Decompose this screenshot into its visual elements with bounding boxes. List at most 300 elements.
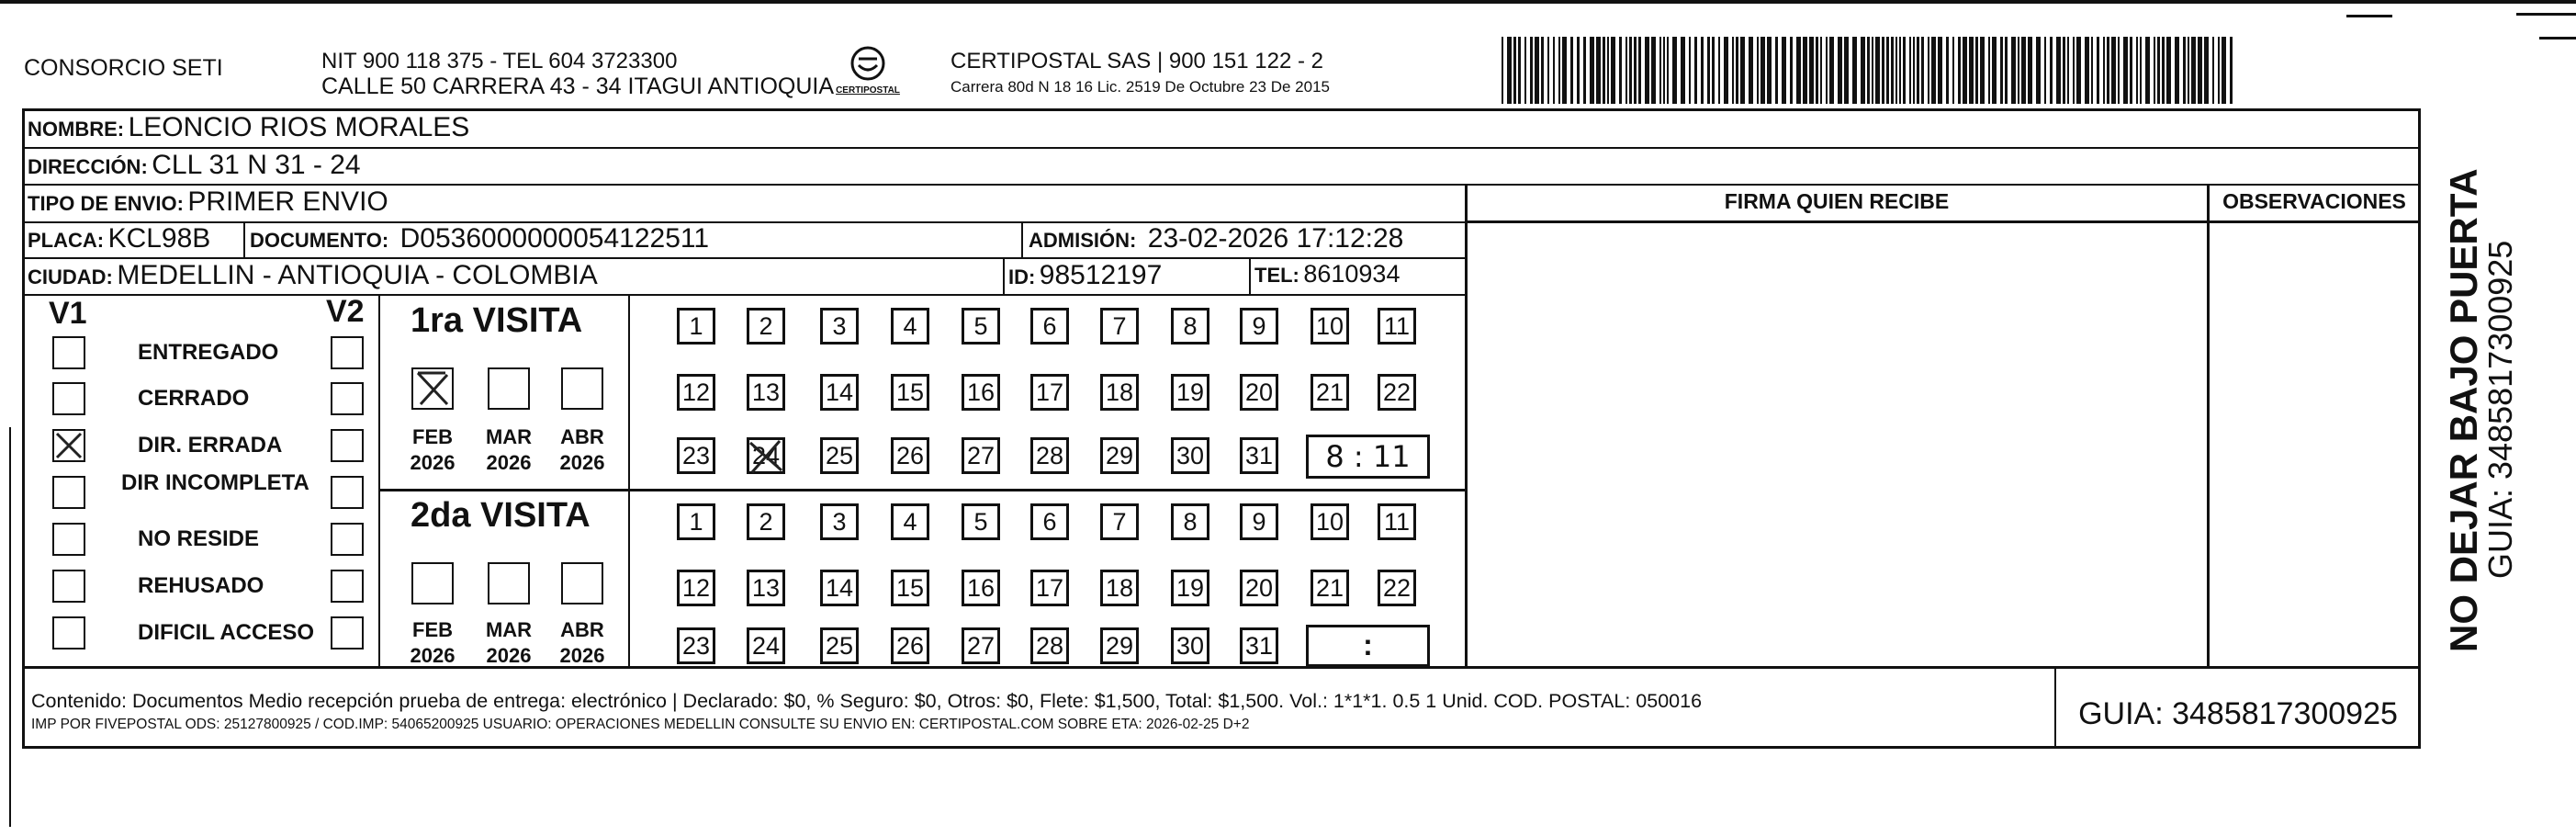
day-box[interactable]: 14	[820, 570, 859, 606]
barcode-bar	[1672, 37, 1677, 104]
admision-field	[1029, 223, 1403, 254]
day-box[interactable]: 21	[1310, 570, 1349, 606]
day-box[interactable]: 8	[1171, 503, 1209, 540]
barcode-bar	[2198, 37, 2202, 104]
first-visit-time-box	[1306, 435, 1430, 479]
day-box[interactable]: 23	[677, 437, 715, 474]
day-box[interactable]: 28	[1030, 437, 1069, 474]
day-box[interactable]: 12	[677, 374, 715, 411]
barcode-bar	[1558, 37, 1560, 104]
barcode-bar	[2157, 37, 2160, 104]
barcode-bar	[1963, 37, 1967, 104]
barcode-bar	[1659, 37, 1661, 104]
barcode-bar	[2005, 37, 2008, 104]
day-box[interactable]: 15	[891, 570, 929, 606]
edge-dash	[2346, 15, 2392, 17]
month-year: 2026	[410, 644, 456, 667]
barcode-bar	[2222, 37, 2226, 104]
documento-value: D0536000000054122511	[399, 223, 710, 254]
ciudad-label: CIUDAD:	[28, 265, 113, 288]
edge-dash	[2539, 37, 2576, 40]
day-box[interactable]: 5	[962, 503, 1000, 540]
firma-header: FIRMA QUIEN RECIBE	[1724, 189, 1950, 213]
barcode-bar	[1507, 37, 1512, 104]
status-label: DIFICIL ACCESO	[138, 620, 315, 645]
footer-print-info: IMP POR FIVEPOSTAL ODS: 25127800925 / COD.IMP: 54065200925 USUARIO: OPERACIONES MEDELLIN CONSULTE SU ENVIO EN: CERTIPOSTAL.COM SOBRE ETA: 2026-02-25 D+2	[31, 717, 1250, 732]
barcode-bar	[2140, 37, 2142, 104]
barcode-bar	[2111, 37, 2116, 104]
barcode-bar	[1625, 37, 1627, 104]
barcode-bar	[1513, 37, 1516, 104]
barcode-bar	[2076, 37, 2081, 104]
v1-header: V1	[49, 296, 87, 331]
nombre-label: NOMBRE:	[28, 118, 125, 141]
placa-label: PLACA:	[28, 229, 105, 252]
row-divider	[24, 184, 2419, 186]
admision-divider	[1021, 221, 1023, 257]
barcode-bar	[1530, 37, 1533, 104]
direccion-label: DIRECCIÓN:	[28, 155, 148, 178]
nombre-field	[28, 112, 469, 143]
license-line: Carrera 80d N 18 16 Lic. 2519 De Octubre 23 De 2015	[951, 78, 1330, 96]
barcode-bar	[1634, 37, 1637, 104]
barcode-bar	[1952, 37, 1954, 104]
barcode-bar	[2212, 37, 2214, 104]
row-divider	[24, 147, 2419, 149]
day-box[interactable]: 24	[747, 627, 785, 664]
barcode-bar	[1975, 37, 1978, 104]
guia-box-divider	[2054, 668, 2056, 749]
barcode-bar	[1782, 37, 1786, 104]
barcode-bar	[1638, 37, 1641, 104]
status-label: DIR. ERRADA	[138, 433, 283, 458]
barcode-bar	[2123, 37, 2128, 104]
barcode-bar	[1816, 37, 1818, 104]
id-value: 98512197	[1039, 260, 1163, 290]
month-label	[477, 617, 541, 669]
day-box[interactable]: 20	[1240, 374, 1278, 411]
day-box[interactable]: 2	[747, 308, 785, 345]
barcode-bar	[1760, 37, 1765, 104]
day-box[interactable]: 1	[677, 503, 715, 540]
v2-checkbox[interactable]	[331, 336, 364, 369]
nit-line: NIT 900 118 375 - TEL 604 3723300	[321, 49, 678, 73]
tel-label: TEL:	[1254, 264, 1299, 287]
check-mark-icon	[54, 431, 84, 460]
status-label: CERRADO	[138, 386, 250, 411]
day-box[interactable]: 30	[1171, 437, 1209, 474]
ciudad-value: MEDELLIN - ANTIOQUIA - COLOMBIA	[117, 260, 598, 290]
barcode-bar	[1502, 37, 1503, 104]
barcode-bar	[2175, 37, 2179, 104]
day-box[interactable]: 21	[1310, 374, 1349, 411]
day-box[interactable]: 2	[747, 503, 785, 540]
day-box[interactable]: 26	[891, 627, 929, 664]
day-box[interactable]: 7	[1100, 503, 1139, 540]
barcode-bar	[1607, 37, 1609, 104]
barcode-bar	[2118, 37, 2120, 104]
barcode-bar	[1645, 37, 1649, 104]
barcode-bar	[2183, 37, 2186, 104]
id-divider	[1003, 257, 1005, 294]
day-box[interactable]: 29	[1100, 437, 1139, 474]
barcode-bar	[1667, 37, 1669, 104]
barcode-bar	[1663, 37, 1665, 104]
day-box[interactable]: 5	[962, 308, 1000, 345]
barcode-bar	[2154, 37, 2155, 104]
barcode-bar	[1826, 37, 1828, 104]
tipo-envio-field	[28, 186, 388, 218]
barcode-bar	[1829, 37, 1834, 104]
status-label: DIR INCOMPLETA	[121, 470, 309, 495]
barcode-bar	[2136, 37, 2138, 104]
day-box[interactable]: 28	[1030, 627, 1069, 664]
day-box[interactable]: 4	[891, 503, 929, 540]
barcode	[1502, 37, 2236, 106]
month-label	[550, 424, 614, 476]
id-field	[1008, 260, 1162, 291]
status-label: NO RESIDE	[138, 526, 260, 551]
barcode-bar	[1820, 37, 1822, 104]
guia-number-box: GUIA: 3485817300925	[2078, 696, 2398, 731]
visits-divider	[378, 489, 1466, 491]
v2-checkbox[interactable]	[331, 616, 364, 650]
documento-field	[250, 223, 709, 254]
v1-checkbox[interactable]	[52, 429, 85, 462]
day-box[interactable]: 17	[1030, 374, 1069, 411]
barcode-bar	[1809, 37, 1814, 104]
day-box[interactable]: 25	[820, 627, 859, 664]
tipo-label: TIPO DE ENVIO:	[28, 192, 184, 215]
barcode-bar	[2000, 37, 2003, 104]
month-label	[477, 424, 541, 476]
no-dejar-bajo-puerta: NO DEJAR BAJO PUERTA	[2442, 168, 2485, 652]
barcode-bar	[1946, 37, 1949, 104]
barcode-bar	[2028, 37, 2032, 104]
left-margin-line	[9, 427, 11, 827]
month-year: 2026	[486, 644, 532, 667]
barcode-bar	[1570, 37, 1573, 104]
day-box[interactable]: 23	[677, 627, 715, 664]
v2-checkbox[interactable]	[331, 382, 364, 415]
day-box[interactable]: 6	[1030, 503, 1069, 540]
month-label	[400, 617, 465, 669]
barcode-bar	[1931, 37, 1936, 104]
v2-checkbox[interactable]	[331, 429, 364, 462]
day-box[interactable]: 4	[891, 308, 929, 345]
tipo-value: PRIMER ENVIO	[187, 186, 388, 217]
barcode-bar	[1899, 37, 1901, 104]
day-box[interactable]: 29	[1100, 627, 1139, 664]
v2-checkbox[interactable]	[331, 570, 364, 603]
barcode-bar	[1895, 37, 1897, 104]
barcode-bar	[1844, 37, 1849, 104]
day-box[interactable]: 10	[1310, 503, 1349, 540]
barcode-bar	[1875, 37, 1880, 104]
tel-value: 8610934	[1303, 260, 1400, 288]
barcode-bar	[1583, 37, 1586, 104]
day-box[interactable]: 19	[1171, 374, 1209, 411]
day-box[interactable]: 18	[1100, 374, 1139, 411]
barcode-bar	[1867, 37, 1870, 104]
v1-checkbox[interactable]	[52, 382, 85, 415]
day-box[interactable]: 12	[677, 570, 715, 606]
day-box[interactable]: 3	[820, 503, 859, 540]
day-box[interactable]: 26	[891, 437, 929, 474]
month-name: MAR	[485, 425, 533, 448]
barcode-bar	[1958, 37, 1961, 104]
barcode-bar	[2204, 37, 2209, 104]
barcode-bar	[2230, 37, 2233, 104]
barcode-bar	[1790, 37, 1793, 104]
month-label	[550, 617, 614, 669]
certipostal-logo	[831, 43, 905, 100]
day-box[interactable]: 3	[820, 308, 859, 345]
month-checkbox[interactable]	[561, 367, 603, 410]
barcode-bar	[1917, 37, 1919, 104]
day-box[interactable]: 9	[1240, 503, 1278, 540]
barcode-bar	[1928, 37, 1929, 104]
logo-text: CERTIPOSTAL	[836, 85, 900, 96]
observaciones-left-divider	[2207, 184, 2210, 668]
v2-checkbox[interactable]	[331, 476, 364, 509]
barcode-bar	[2107, 37, 2109, 104]
barcode-bar	[1547, 37, 1549, 104]
tel-divider	[1249, 257, 1251, 294]
barcode-bar	[1980, 37, 1985, 104]
status-label: REHUSADO	[138, 573, 264, 598]
carrier-line: CERTIPOSTAL SAS | 900 151 122 - 2	[951, 49, 1323, 73]
barcode-bar	[2097, 37, 2099, 104]
v1-checkbox[interactable]	[52, 476, 85, 509]
barcode-bar	[1732, 37, 1734, 104]
barcode-bar	[1562, 37, 1567, 104]
second-visit-title: 2da VISITA	[411, 496, 591, 535]
barcode-bar	[1740, 37, 1745, 104]
month-checkbox[interactable]	[411, 562, 454, 604]
barcode-bar	[1886, 37, 1889, 104]
barcode-bar	[1749, 37, 1753, 104]
day-box[interactable]: 11	[1378, 503, 1416, 540]
day-box[interactable]: 27	[962, 627, 1000, 664]
first-visit-title: 1ra VISITA	[411, 301, 583, 340]
barcode-bar	[1629, 37, 1632, 104]
row-divider	[24, 666, 2419, 669]
barcode-bar	[2103, 37, 2105, 104]
id-label: ID:	[1008, 265, 1036, 288]
day-box[interactable]: 16	[962, 374, 1000, 411]
barcode-bar	[2162, 37, 2165, 104]
barcode-bar	[1596, 37, 1601, 104]
barcode-bar	[1775, 37, 1778, 104]
day-box[interactable]: 11	[1378, 308, 1416, 345]
barcode-bar	[1903, 37, 1906, 104]
barcode-bar	[1891, 37, 1894, 104]
nombre-value: LEONCIO RIOS MORALES	[128, 112, 470, 142]
day-box[interactable]: 17	[1030, 570, 1069, 606]
barcode-bar	[1577, 37, 1580, 104]
edge-dash	[2516, 13, 2576, 16]
barcode-bar	[1541, 37, 1544, 104]
barcode-bar	[1909, 37, 1911, 104]
month-checkbox[interactable]	[488, 367, 530, 410]
barcode-bar	[1707, 37, 1710, 104]
day-box[interactable]: 13	[747, 374, 785, 411]
month-checkbox[interactable]	[411, 367, 454, 410]
day-box[interactable]: 22	[1378, 374, 1416, 411]
month-name: ABR	[560, 618, 604, 641]
second-visit-time: :	[1363, 628, 1373, 661]
barcode-bar	[2188, 37, 2189, 104]
direccion-value: CLL 31 N 31 - 24	[152, 150, 361, 180]
observations-header-line	[2208, 220, 2419, 222]
barcode-bar	[1803, 37, 1807, 104]
barcode-bar	[1712, 37, 1715, 104]
barcode-bar	[2091, 37, 2093, 104]
barcode-bar	[1872, 37, 1873, 104]
months-divider	[628, 294, 630, 666]
barcode-bar	[2130, 37, 2132, 104]
cross-mark-icon	[747, 437, 785, 479]
month-name: FEB	[412, 618, 453, 641]
barcode-bar	[1882, 37, 1884, 104]
month-year: 2026	[486, 451, 532, 474]
direccion-field	[28, 150, 361, 181]
barcode-bar	[1938, 37, 1942, 104]
month-checkbox[interactable]	[561, 562, 603, 604]
barcode-bar	[1553, 37, 1555, 104]
day-box[interactable]: 20	[1240, 570, 1278, 606]
day-box[interactable]: 15	[891, 374, 929, 411]
barcode-bar	[1590, 37, 1594, 104]
v1-checkbox[interactable]	[52, 570, 85, 603]
status-label: ENTREGADO	[138, 340, 279, 365]
barcode-bar	[1524, 37, 1526, 104]
day-box[interactable]: 10	[1310, 308, 1349, 345]
month-year: 2026	[559, 644, 605, 667]
check-mark-icon	[413, 369, 452, 408]
v1-checkbox[interactable]	[52, 616, 85, 650]
footer-contents: Contenido: Documentos Medio recepción prueba de entrega: electrónico | Declarado: $0, % Seguro: $0, Otros: $0, Flete: $1,500, Total: $1,500. Vol.: 1*1*1. 0.5 1 Unid. COD. POSTAL: 050016	[31, 690, 1703, 712]
barcode-bar	[2018, 37, 2019, 104]
month-checkbox[interactable]	[488, 562, 530, 604]
month-label	[400, 424, 465, 476]
status-divider	[378, 294, 380, 666]
v1-checkbox[interactable]	[52, 336, 85, 369]
barcode-bar	[1701, 37, 1704, 104]
barcode-bar	[2063, 37, 2065, 104]
barcode-bar	[1535, 37, 1539, 104]
day-box[interactable]: 14	[820, 374, 859, 411]
placa-field	[28, 223, 210, 254]
second-visit-time-box	[1306, 625, 1430, 667]
barcode-bar	[2056, 37, 2061, 104]
v1-checkbox[interactable]	[52, 523, 85, 556]
barcode-bar	[1651, 37, 1656, 104]
admision-value: 23-02-2026 17:12:28	[1147, 223, 1404, 254]
barcode-bar	[1988, 37, 1990, 104]
barcode-bar	[1694, 37, 1697, 104]
day-box[interactable]: 8	[1171, 308, 1209, 345]
barcode-bar	[1921, 37, 1924, 104]
firma-header-line	[1467, 220, 2208, 222]
row-divider	[24, 294, 1467, 296]
barcode-bar	[1796, 37, 1801, 104]
barcode-bar	[1992, 37, 1997, 104]
barcode-bar	[2044, 37, 2046, 104]
barcode-bar	[2067, 37, 2069, 104]
admision-label: ADMISIÓN:	[1029, 229, 1137, 252]
barcode-bar	[1724, 37, 1728, 104]
day-box[interactable]: 31	[1240, 627, 1278, 664]
barcode-bar	[2011, 37, 2016, 104]
ciudad-field	[28, 260, 598, 291]
barcode-bar	[2166, 37, 2171, 104]
company-address: CALLE 50 CARRERA 43 - 34 ITAGUI ANTIOQUIA	[321, 73, 835, 99]
documento-label: DOCUMENTO:	[250, 229, 389, 252]
barcode-bar	[2218, 37, 2220, 104]
month-name: MAR	[485, 618, 533, 641]
day-box[interactable]: 7	[1100, 308, 1139, 345]
barcode-bar	[1913, 37, 1915, 104]
barcode-bar	[1718, 37, 1720, 104]
vertical-guia-number: GUIA: 3485817300925	[2481, 240, 2519, 579]
placa-value: KCL98B	[107, 223, 211, 254]
barcode-bar	[2021, 37, 2026, 104]
month-year: 2026	[410, 451, 456, 474]
day-box[interactable]: 13	[747, 570, 785, 606]
month-name: ABR	[560, 425, 604, 448]
day-box[interactable]: 1	[677, 308, 715, 345]
barcode-bar	[1969, 37, 1974, 104]
observaciones-header: OBSERVACIONES	[2222, 189, 2406, 213]
barcode-bar	[1838, 37, 1842, 104]
month-name: FEB	[412, 425, 453, 448]
day-box[interactable]: 22	[1378, 570, 1416, 606]
barcode-bar	[1861, 37, 1865, 104]
v2-checkbox[interactable]	[331, 523, 364, 556]
barcode-bar	[1518, 37, 1521, 104]
day-box[interactable]: 9	[1240, 308, 1278, 345]
barcode-bar	[1757, 37, 1759, 104]
barcode-bar	[2036, 37, 2041, 104]
day-box[interactable]: 6	[1030, 308, 1069, 345]
day-box[interactable]: 27	[962, 437, 1000, 474]
day-box[interactable]: 24	[747, 437, 785, 474]
barcode-bar	[2191, 37, 2196, 104]
day-box[interactable]: 30	[1171, 627, 1209, 664]
tel-field	[1254, 260, 1400, 288]
barcode-bar	[1852, 37, 1857, 104]
barcode-bar	[1736, 37, 1738, 104]
month-year: 2026	[559, 451, 605, 474]
barcode-bar	[2145, 37, 2150, 104]
day-box[interactable]: 16	[962, 570, 1000, 606]
day-box[interactable]: 31	[1240, 437, 1278, 474]
barcode-bar	[1681, 37, 1685, 104]
day-box[interactable]: 19	[1171, 570, 1209, 606]
barcode-bar	[2050, 37, 2053, 104]
barcode-bar	[1603, 37, 1605, 104]
barcode-bar	[1689, 37, 1691, 104]
placa-divider	[243, 221, 245, 257]
company-name: CONSORCIO SETI	[24, 55, 223, 81]
barcode-bar	[1619, 37, 1622, 104]
top-edge-line	[0, 0, 2576, 4]
day-box[interactable]: 18	[1100, 570, 1139, 606]
day-box[interactable]: 25	[820, 437, 859, 474]
barcode-bar	[2085, 37, 2089, 104]
